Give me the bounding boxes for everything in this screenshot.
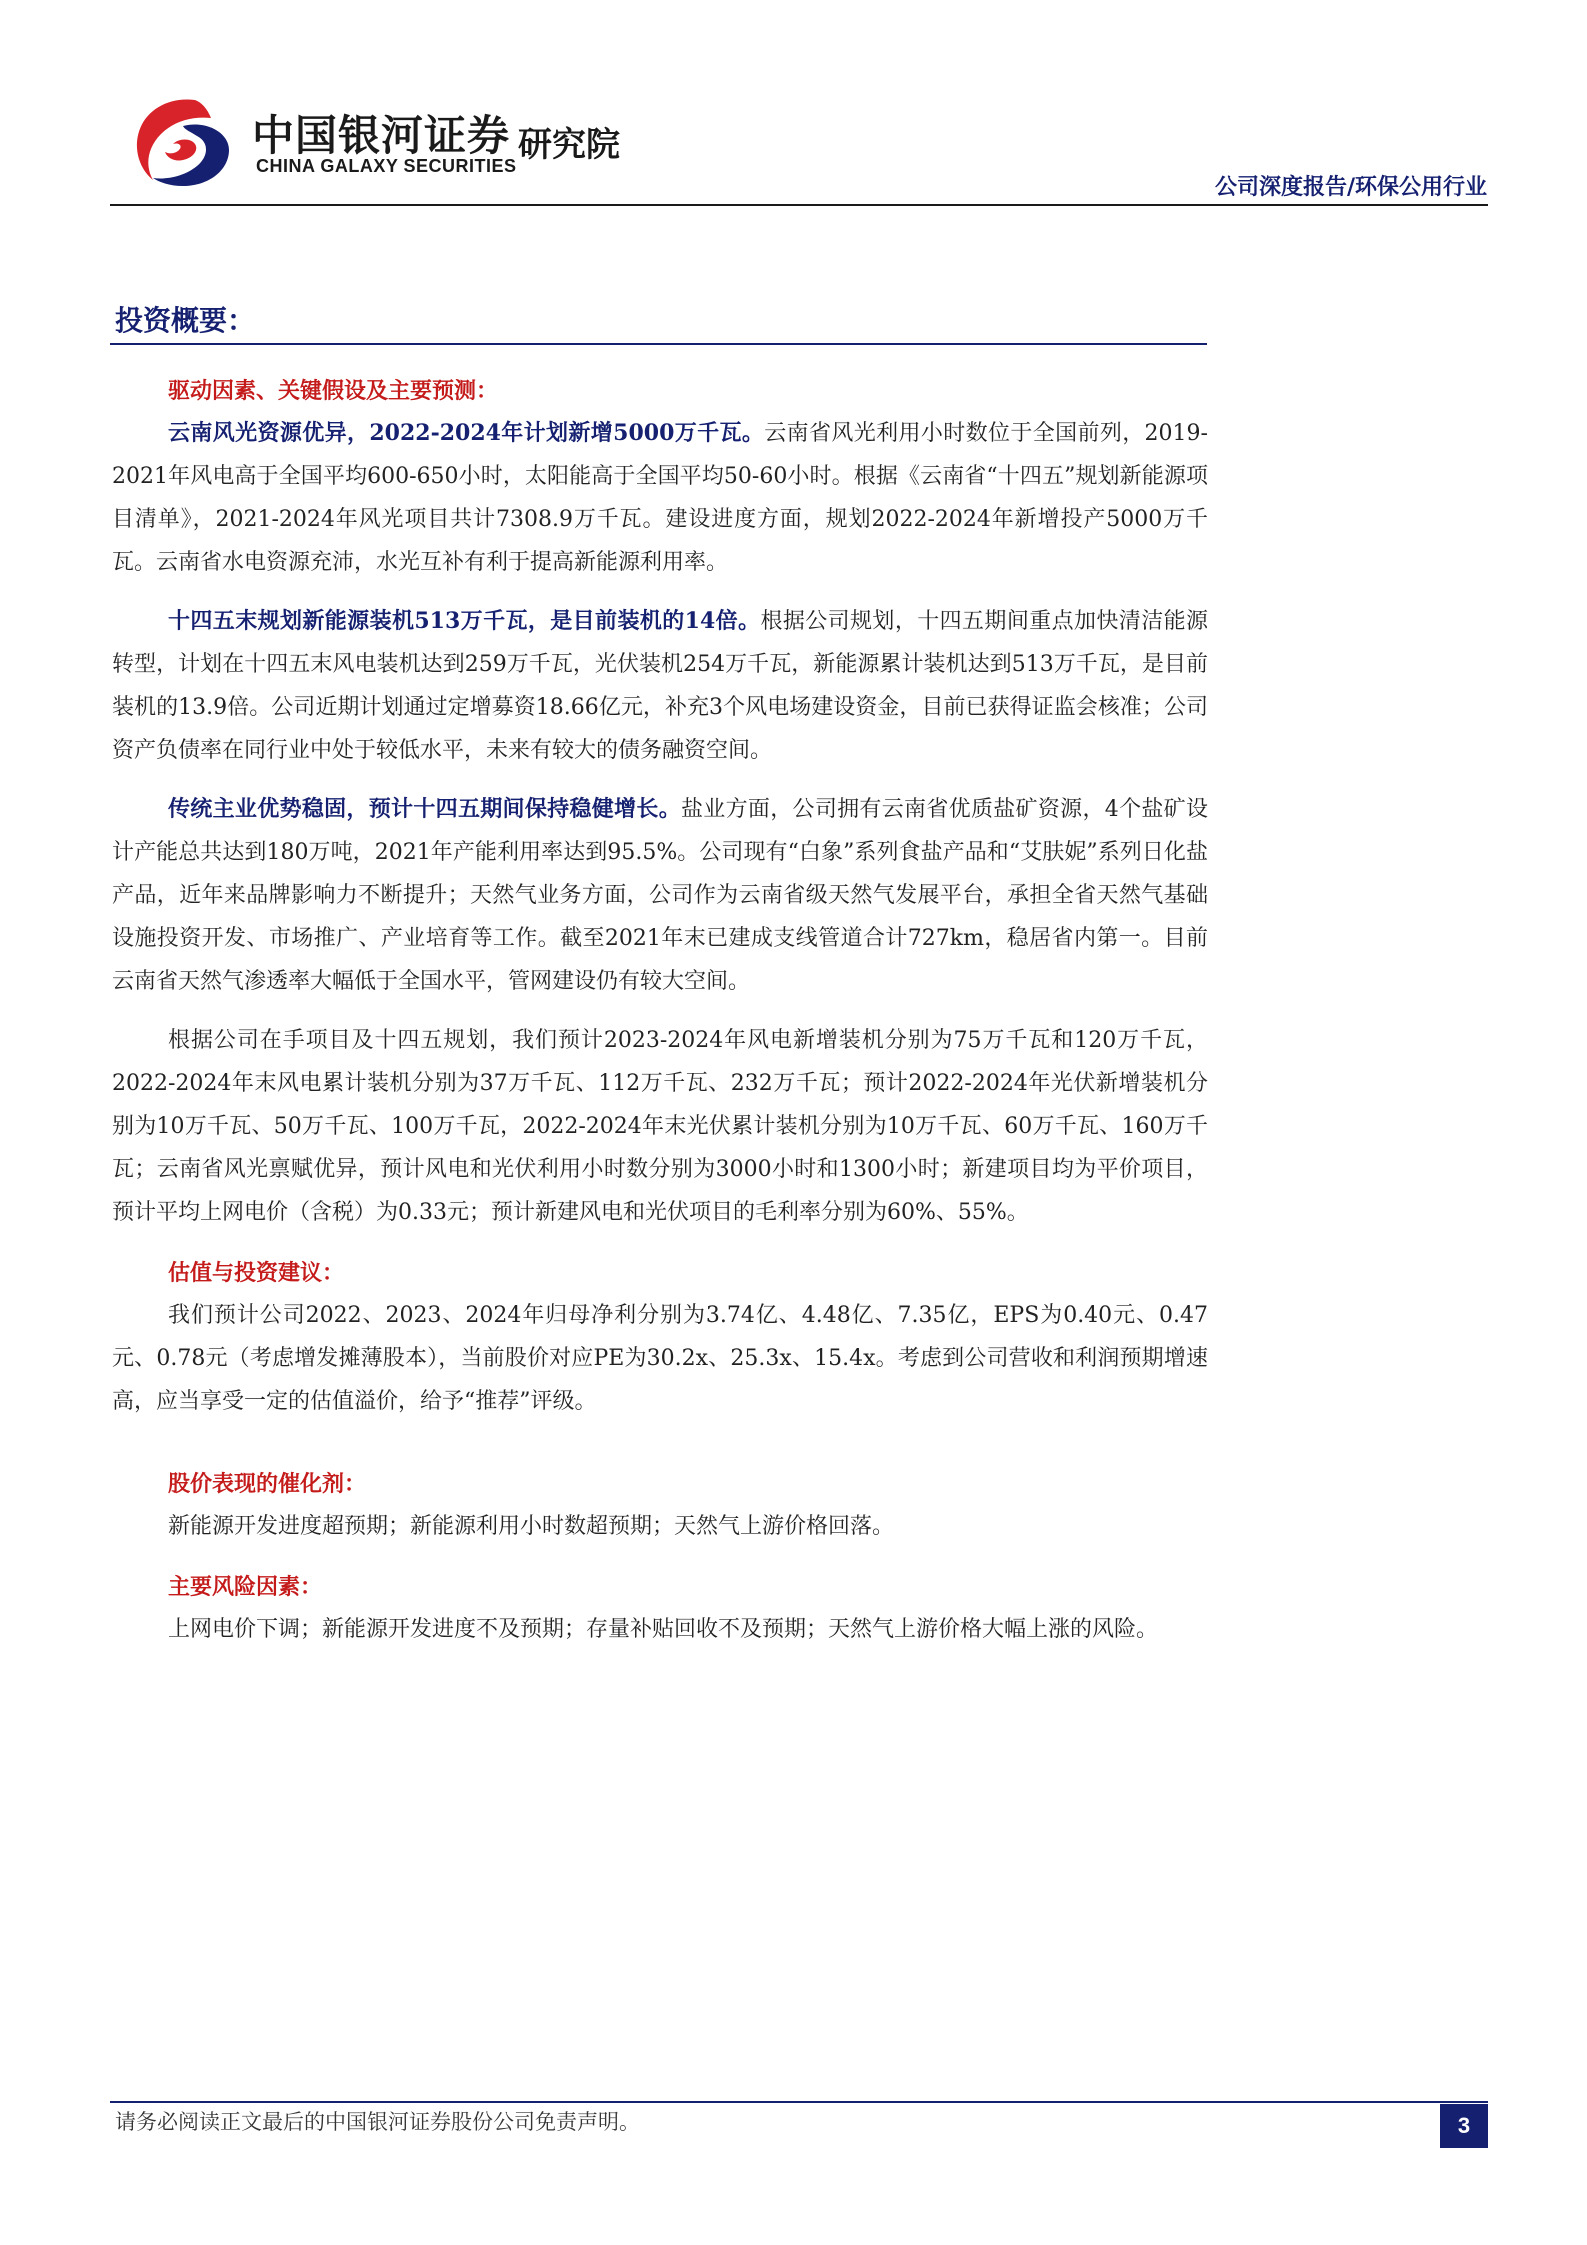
header-divider: [110, 204, 1488, 206]
catalysts-heading: 股价表现的催化剂：: [168, 1471, 367, 1497]
section-divider: [110, 343, 1207, 345]
paragraph-lead: 云南风光资源优异，2022-2024年计划新增5000万千瓦。: [168, 420, 765, 446]
brand-name-cn: 中国银河证券: [252, 111, 511, 160]
brand-name-en: CHINA GALAXY SECURITIES: [256, 156, 517, 176]
drivers-paragraph-4: 根据公司在手项目及十四五规划，我们预计2023-2024年风电新增装机分别为75万千瓦和120万千瓦，2022-2024年末风电累计装机分别为37万千瓦、112万千瓦、232万千瓦；预计2022-2024年光伏新增装机分别为10万千瓦、50万千瓦、100万千瓦，2022-2024年末光伏累计装机分别为10万千瓦、60万千瓦、160万千瓦；云南省风光禀赋优异，预计风电和光伏利用小时数分别为3000小时和1300小时；新建项目均为平价项目，预计平均上网电价（含税）为0.33元；预计新建风电和光伏项目的毛利率分别为60%、55%。: [112, 1028, 1208, 1225]
valuation-heading: 估值与投资建议：: [168, 1260, 345, 1286]
catalysts-paragraph: 新能源开发进度超预期；新能源利用小时数超预期；天然气上游价格回落。: [168, 1514, 895, 1539]
report-body: [112, 370, 1208, 1651]
footer-disclaimer: 请务必阅读正文最后的中国银河证券股份公司免责声明。: [115, 2110, 640, 2134]
report-type-label: 公司深度报告/环保公用行业: [1214, 174, 1487, 200]
institute-label: 研究院: [518, 125, 620, 165]
drivers-paragraph-3: [112, 788, 1208, 1003]
paragraph-lead: 十四五末规划新能源装机513万千瓦，是目前装机的14倍。: [168, 608, 761, 634]
galaxy-logo-icon: [125, 92, 245, 192]
paragraph-text: 根据公司规划，十四五期间重点加快清洁能源转型，计划在十四五末风电装机达到259万千瓦，光伏装机254万千瓦，新能源累计装机达到513万千瓦，是目前装机的13.9倍。公司近期计划通过定增募资18.66亿元，补充3个风电场建设资金，目前已获得证监会核准；公司资产负债率在同行业中处于较低水平，未来有较大的债务融资空间。: [112, 609, 1208, 763]
section-title: 投资概要：: [115, 304, 256, 337]
valuation-paragraph: 我们预计公司2022、2023、2024年归母净利分别为3.74亿、4.48亿、7.35亿，EPS为0.40元、0.47元、0.78元（考虑增发摊薄股本），当前股价对应PE为30.2x、25.3x、15.4x。考虑到公司营收和利润预期增速高，应当享受一定的估值溢价，给予“推荐”评级。: [112, 1303, 1208, 1414]
risks-heading: 主要风险因素：: [168, 1574, 323, 1600]
paragraph-text: 盐业方面，公司拥有云南省优质盐矿资源，4个盐矿设计产能总共达到180万吨，2021年产能利用率达到95.5%。公司现有“白象”系列食盐产品和“艾肤妮”系列日化盐产品，近年来品牌影响力不断提升；天然气业务方面，公司作为云南省级天然气发展平台，承担全省天然气基础设施投资开发、市场推广、产业培育等工作。截至2021年末已建成支线管道合计727km，稳居省内第一。目前云南省天然气渗透率大幅低于全国水平，管网建设仍有较大空间。: [112, 797, 1208, 994]
paragraph-lead: 传统主业优势稳固，预计十四五期间保持稳健增长。: [168, 796, 681, 822]
paragraph-text: 云南省风光利用小时数位于全国前列，2019-2021年风电高于全国平均600-650小时，太阳能高于全国平均50-60小时。根据《云南省“十四五”规划新能源项目清单》，2021-2024年风光项目共计7308.9万千瓦。建设进度方面，规划2022-2024年新增投产5000万千瓦。云南省水电资源充沛，水光互补有利于提高新能源利用率。: [112, 421, 1208, 575]
footer-divider: [110, 2101, 1488, 2103]
drivers-heading: 驱动因素、关键假设及主要预测：: [168, 378, 499, 404]
drivers-paragraph-1: [112, 412, 1208, 584]
page-number: 3: [1440, 2104, 1488, 2148]
drivers-paragraph-2: [112, 600, 1208, 772]
risks-paragraph: 上网电价下调；新能源开发进度不及预期；存量补贴回收不及预期；天然气上游价格大幅上涨的风险。: [168, 1617, 1159, 1642]
